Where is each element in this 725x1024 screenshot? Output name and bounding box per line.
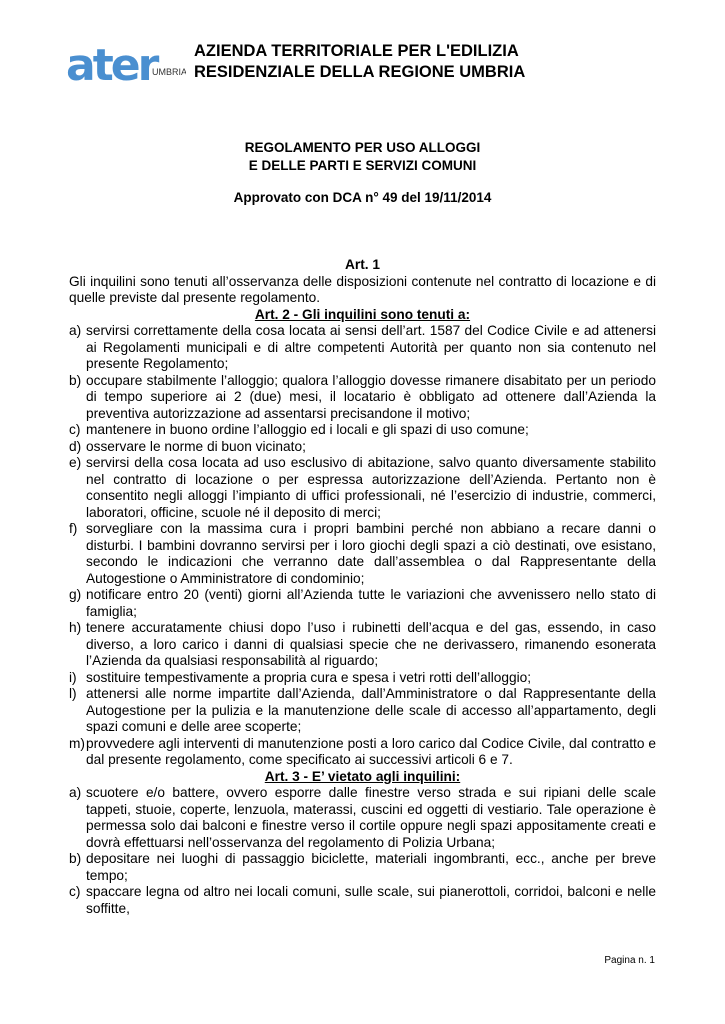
- art1-text: Gli inquilini sono tenuti all’osservanza delle disposizioni contenute nel contratto di locazione e di quelle previste dal presente regolamento.: [69, 273, 656, 305]
- list-item-label: a): [69, 785, 82, 800]
- list-item-label: b): [69, 851, 82, 866]
- list-item-label: e): [69, 455, 82, 470]
- ater-logo: [66, 40, 186, 96]
- org-name-line2: RESIDENZIALE DELLA REGIONE UMBRIA: [194, 63, 526, 81]
- list-item-label: l): [69, 686, 77, 701]
- list-item-text: sostituire tempestivamente a propria cura e spesa i vetri rotti dell’alloggio;: [86, 669, 532, 685]
- art1-title: Art. 1: [345, 257, 380, 272]
- list-item-text: scuotere e/o battere, ovvero esporre dalle finestre verso strada e sui ripiani delle scale tappeti, stuoie, coperte, lenzuola, materassi, cuscini ed oggetti di vestiario. Tale operazione è permessa solo dai balconi e finestre verso il cortile oppure negli spazi appositamente creati e dovrà effettuarsi nell’osservanza del regolamento di Polizia Urbana;: [86, 785, 656, 850]
- list-item: [69, 620, 656, 670]
- list-item-label: a): [69, 323, 82, 338]
- ater-logo-mark: [66, 40, 186, 96]
- list-item-text: osservare le norme di buon vicinato;: [86, 438, 306, 454]
- organization-name: [194, 41, 525, 83]
- list-item-label: g): [69, 587, 82, 602]
- document-body: [69, 257, 656, 917]
- list-item-label: f): [69, 521, 78, 536]
- list-item: [69, 884, 656, 917]
- org-name-line1: AZIENDA TERRITORIALE PER L'EDILIZIA: [194, 42, 519, 60]
- list-item-text: depositare nei luoghi di passaggio biciclette, materiali ingombranti, ecc., anche per breve tempo;: [86, 851, 656, 883]
- list-item: [69, 521, 656, 587]
- list-item: [69, 455, 656, 521]
- list-item-text: occupare stabilmente l’alloggio; qualora l’alloggio dovesse rimanere disabitato per un periodo di tempo superiore ai 2 (due) mesi, il locatario è obbligato ad ottenere dall’Azienda la preventiva autorizzazione ad assentarsi precisandone il motivo;: [86, 372, 656, 421]
- list-item-text: attenersi alle norme impartite dall’Azienda, dall’Amministratore o dal Rappresentante della Autogestione per la pulizia e la manutenzione delle scale di accesso all’appartamento, degli spazi comuni e delle aree scoperte;: [86, 686, 656, 734]
- title-line2: E DELLE PARTI E SERVIZI COMUNI: [248, 158, 477, 173]
- list-item: [69, 785, 656, 851]
- art2-list: [69, 323, 656, 769]
- list-item-label: i): [69, 669, 77, 685]
- list-item-label: b): [69, 372, 82, 388]
- list-item: [69, 422, 656, 439]
- list-item-label: m): [69, 735, 85, 751]
- art3-heading: Art. 3 - E’ vietato agli inquilini:: [264, 768, 461, 784]
- list-item-text: servirsi correttamente della cosa locata ai sensi dell’art. 1587 del Codice Civile e ad attenersi ai Regolamenti municipali e di altre competenti Autorità per quanto non sia contenuto nel presente Regolamento;: [86, 323, 656, 371]
- approval-note: Approvato con DCA n° 49 del 19/11/2014: [233, 190, 492, 205]
- art3-list: [69, 785, 656, 917]
- list-item-text: servirsi della cosa locata ad uso esclusivo di abitazione, salvo quanto diversamente stabilito nel contratto di locazione o per espressa autorizzazione dell’Azienda. Pertanto non è consentito negli alloggi l’impianto di uffici professionali, né l’esercizio di industrie, commerci, laboratori, officine, scuole né il deposito di merci;: [86, 455, 656, 520]
- list-item: [69, 670, 656, 687]
- list-item: [69, 373, 656, 423]
- list-item: [69, 587, 656, 620]
- list-item-text: sorvegliare con la massima cura i propri bambini perché non abbiano a recare danni o disturbi. I bambini dovranno servirsi per i loro giochi degli spazi a ciò destinati, ove esistano, secondo le indicazioni che verranno date dall’assemblea o dal Rappresentante della Autogestione o Amministratore di condominio;: [86, 521, 656, 586]
- list-item-label: c): [69, 884, 81, 899]
- list-item-text: notificare entro 20 (venti) giorni all’Azienda tutte le variazioni che avvenissero nello stato di famiglia;: [86, 587, 656, 619]
- logo-subtext: UMBRIA: [152, 67, 186, 77]
- list-item-label: d): [69, 438, 82, 454]
- list-item-text: provvedere agli interventi di manutenzione posti a loro carico dal Codice Civile, dal contratto e dal presente regolamento, come specificato ai successivi articoli 6 e 7.: [86, 735, 656, 767]
- document-title: [0, 139, 725, 175]
- list-item: [69, 851, 656, 884]
- art2-heading: Art. 2 - Gli inquilini sono tenuti a:: [254, 306, 471, 322]
- logo-text: ater: [66, 40, 157, 91]
- list-item-label: c): [69, 422, 81, 437]
- title-line1: REGOLAMENTO PER USO ALLOGGI: [244, 140, 481, 155]
- page-number: Pagina n. 1: [604, 955, 655, 966]
- list-item: [69, 686, 656, 736]
- list-item-label: h): [69, 620, 82, 635]
- list-item-text: tenere accuratamente chiusi dopo l’uso i rubinetti dell’acqua e del gas, essendo, in caso diverso, a loro carico i danni di qualsiasi specie che ne derivassero, rimanendo esonerata l’Azienda da qualsiasi responsabilità al riguardo;: [86, 620, 656, 668]
- list-item: [69, 736, 656, 769]
- list-item-text: spaccare legna od altro nei locali comuni, sulle scale, sui pianerottoli, corridoi, balconi e nelle soffitte,: [86, 884, 656, 916]
- list-item: [69, 323, 656, 373]
- list-item-text: mantenere in buono ordine l’alloggio ed i locali e gli spazi di uso comune;: [86, 422, 529, 437]
- list-item: [69, 439, 656, 456]
